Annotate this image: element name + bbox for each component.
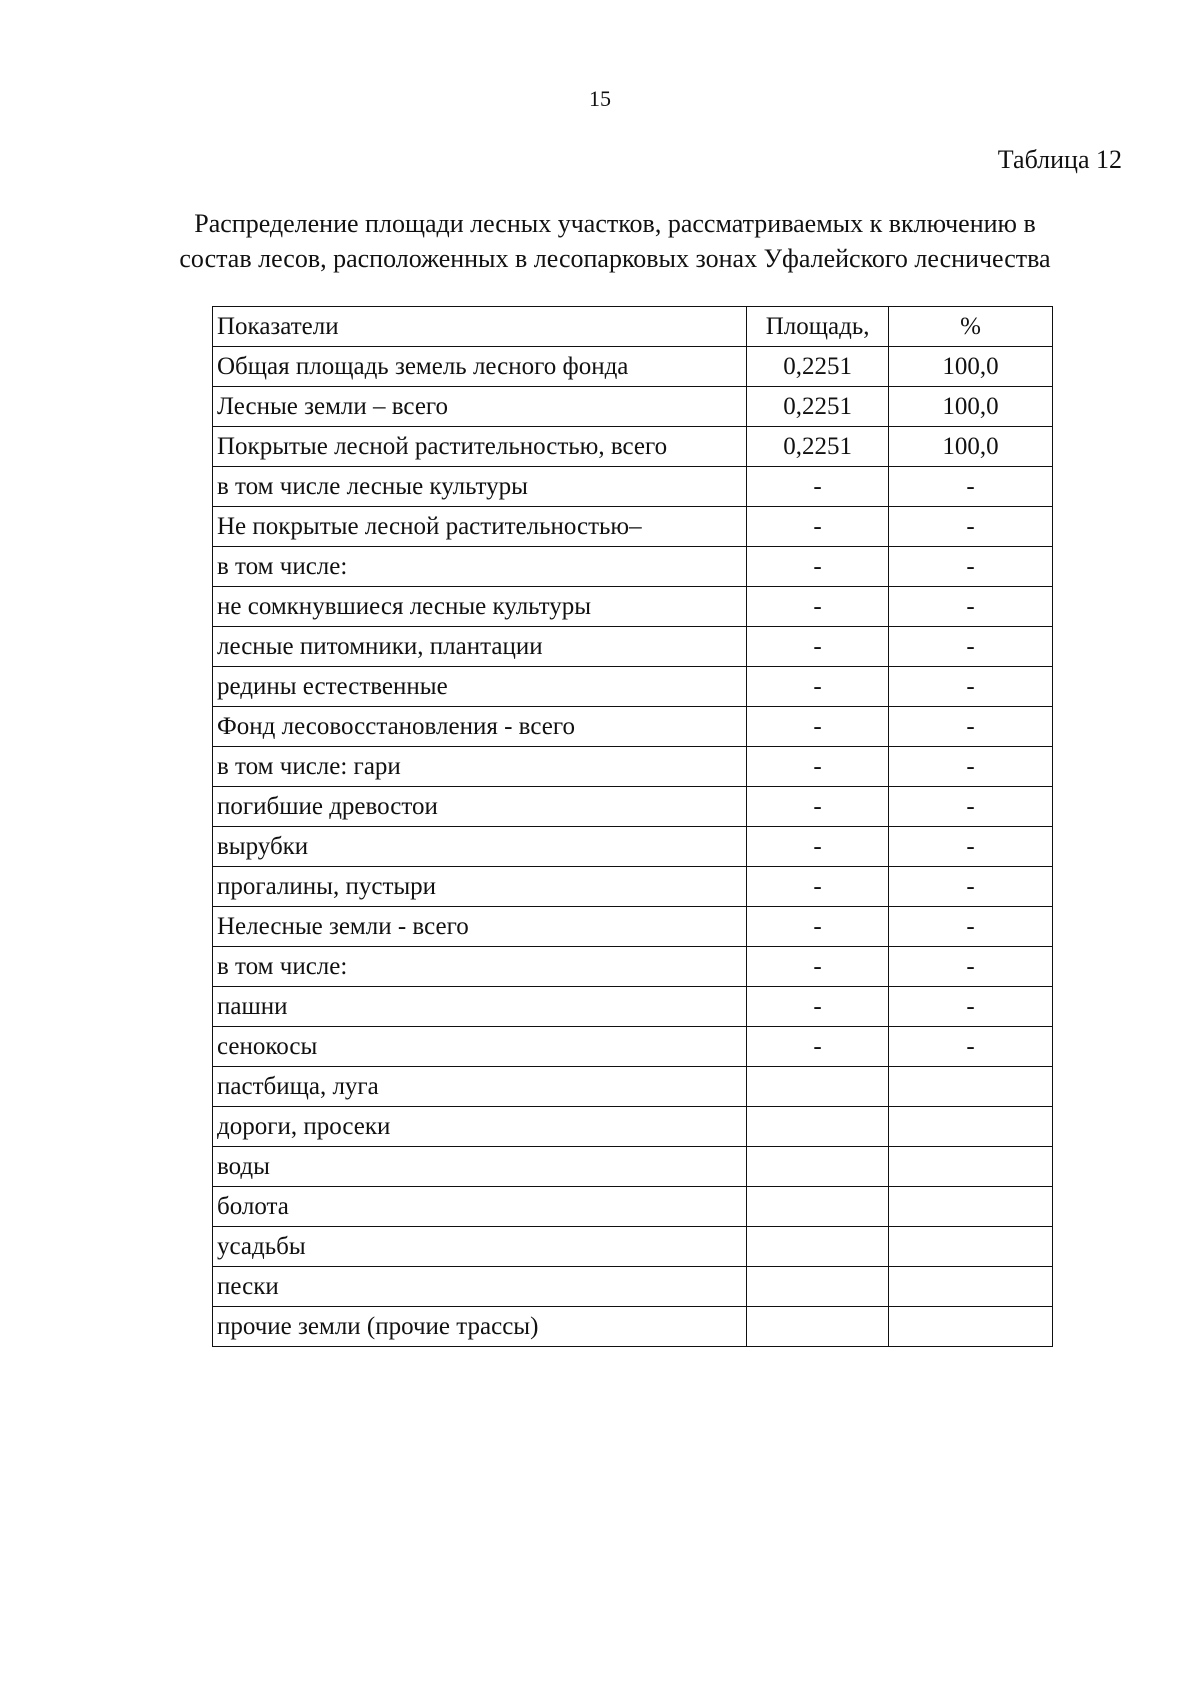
table-row <box>213 947 1053 987</box>
cell-indicator: лесные питомники, плантации <box>213 627 747 667</box>
cell-indicator: в том числе лесные культуры <box>213 467 747 507</box>
cell-indicator: пашни <box>213 987 747 1027</box>
cell-area: 0,2251 <box>747 427 889 467</box>
table-row <box>213 1147 1053 1187</box>
cell-percent: - <box>889 867 1053 907</box>
header-percent: % <box>889 307 1053 347</box>
table-row <box>213 747 1053 787</box>
cell-indicator: вырубки <box>213 827 747 867</box>
cell-area: - <box>747 987 889 1027</box>
cell-area <box>747 1307 889 1347</box>
table-body <box>213 347 1053 1347</box>
cell-area: - <box>747 587 889 627</box>
cell-area <box>747 1187 889 1227</box>
cell-area <box>747 1147 889 1187</box>
cell-indicator: в том числе: <box>213 547 747 587</box>
table-row <box>213 1027 1053 1067</box>
table-row <box>213 627 1053 667</box>
document-title <box>130 206 1100 276</box>
cell-area: 0,2251 <box>747 387 889 427</box>
table-header-row <box>213 307 1053 347</box>
title-line: состав лесов, расположенных в лесопарковых зонах Уфалейского лесничества <box>179 244 1051 273</box>
table-row <box>213 1307 1053 1347</box>
cell-area <box>747 1067 889 1107</box>
cell-area: - <box>747 907 889 947</box>
cell-indicator: редины естественные <box>213 667 747 707</box>
page-number: 15 <box>589 86 611 111</box>
table-row <box>213 787 1053 827</box>
cell-percent <box>889 1187 1053 1227</box>
header-area: Площадь, <box>747 307 889 347</box>
cell-percent: - <box>889 547 1053 587</box>
cell-indicator: Общая площадь земель лесного фонда <box>213 347 747 387</box>
cell-area: - <box>747 827 889 867</box>
cell-indicator: не сомкнувшиеся лесные культуры <box>213 587 747 627</box>
cell-percent: - <box>889 587 1053 627</box>
table-caption: Таблица 12 <box>997 145 1122 174</box>
cell-area: 0,2251 <box>747 347 889 387</box>
cell-area: - <box>747 747 889 787</box>
cell-indicator: прогалины, пустыри <box>213 867 747 907</box>
cell-percent <box>889 1267 1053 1307</box>
cell-area <box>747 1227 889 1267</box>
table-row <box>213 1267 1053 1307</box>
cell-indicator: воды <box>213 1147 747 1187</box>
table-row <box>213 707 1053 747</box>
cell-area: - <box>747 507 889 547</box>
cell-percent: - <box>889 707 1053 747</box>
table-row <box>213 907 1053 947</box>
table-row <box>213 987 1053 1027</box>
cell-area: - <box>747 547 889 587</box>
cell-percent <box>889 1307 1053 1347</box>
cell-indicator: Нелесные земли - всего <box>213 907 747 947</box>
table-row <box>213 827 1053 867</box>
cell-percent: 100,0 <box>889 347 1053 387</box>
cell-area: - <box>747 707 889 747</box>
cell-indicator: Не покрытые лесной растительностью– <box>213 507 747 547</box>
table-row <box>213 1227 1053 1267</box>
cell-indicator: Фонд лесовосстановления - всего <box>213 707 747 747</box>
cell-area: - <box>747 867 889 907</box>
table-row <box>213 1187 1053 1227</box>
cell-indicator: Покрытые лесной растительностью, всего <box>213 427 747 467</box>
cell-area: - <box>747 467 889 507</box>
cell-indicator: сенокосы <box>213 1027 747 1067</box>
cell-percent: 100,0 <box>889 427 1053 467</box>
cell-indicator: пастбища, луга <box>213 1067 747 1107</box>
cell-indicator: пески <box>213 1267 747 1307</box>
table-row <box>213 1107 1053 1147</box>
table-row <box>213 427 1053 467</box>
cell-indicator: дороги, просеки <box>213 1107 747 1147</box>
table-row <box>213 387 1053 427</box>
cell-indicator: в том числе: <box>213 947 747 987</box>
title-line: Распределение площади лесных участков, рассматриваемых к включению в <box>194 209 1036 238</box>
cell-percent: - <box>889 747 1053 787</box>
cell-percent: - <box>889 987 1053 1027</box>
cell-percent: - <box>889 507 1053 547</box>
cell-percent: 100,0 <box>889 387 1053 427</box>
cell-percent: - <box>889 907 1053 947</box>
cell-indicator: прочие земли (прочие трассы) <box>213 1307 747 1347</box>
cell-area: - <box>747 947 889 987</box>
table-row <box>213 347 1053 387</box>
cell-percent: - <box>889 467 1053 507</box>
table-row <box>213 667 1053 707</box>
cell-area: - <box>747 667 889 707</box>
table-row <box>213 467 1053 507</box>
cell-area <box>747 1107 889 1147</box>
cell-percent: - <box>889 947 1053 987</box>
cell-percent: - <box>889 1027 1053 1067</box>
table-row <box>213 547 1053 587</box>
cell-percent <box>889 1107 1053 1147</box>
cell-indicator: усадьбы <box>213 1227 747 1267</box>
cell-area: - <box>747 787 889 827</box>
cell-area: - <box>747 1027 889 1067</box>
table-row <box>213 1067 1053 1107</box>
land-distribution-table <box>212 306 1053 1347</box>
cell-area <box>747 1267 889 1307</box>
cell-indicator: болота <box>213 1187 747 1227</box>
cell-area: - <box>747 627 889 667</box>
cell-indicator: Лесные земли – всего <box>213 387 747 427</box>
table-row <box>213 867 1053 907</box>
table-row <box>213 587 1053 627</box>
header-indicators: Показатели <box>213 307 747 347</box>
cell-percent: - <box>889 627 1053 667</box>
cell-percent <box>889 1147 1053 1187</box>
cell-percent: - <box>889 787 1053 827</box>
table-row <box>213 507 1053 547</box>
cell-percent: - <box>889 667 1053 707</box>
cell-percent: - <box>889 827 1053 867</box>
cell-percent <box>889 1067 1053 1107</box>
cell-indicator: в том числе: гари <box>213 747 747 787</box>
cell-percent <box>889 1227 1053 1267</box>
cell-indicator: погибшие древостои <box>213 787 747 827</box>
